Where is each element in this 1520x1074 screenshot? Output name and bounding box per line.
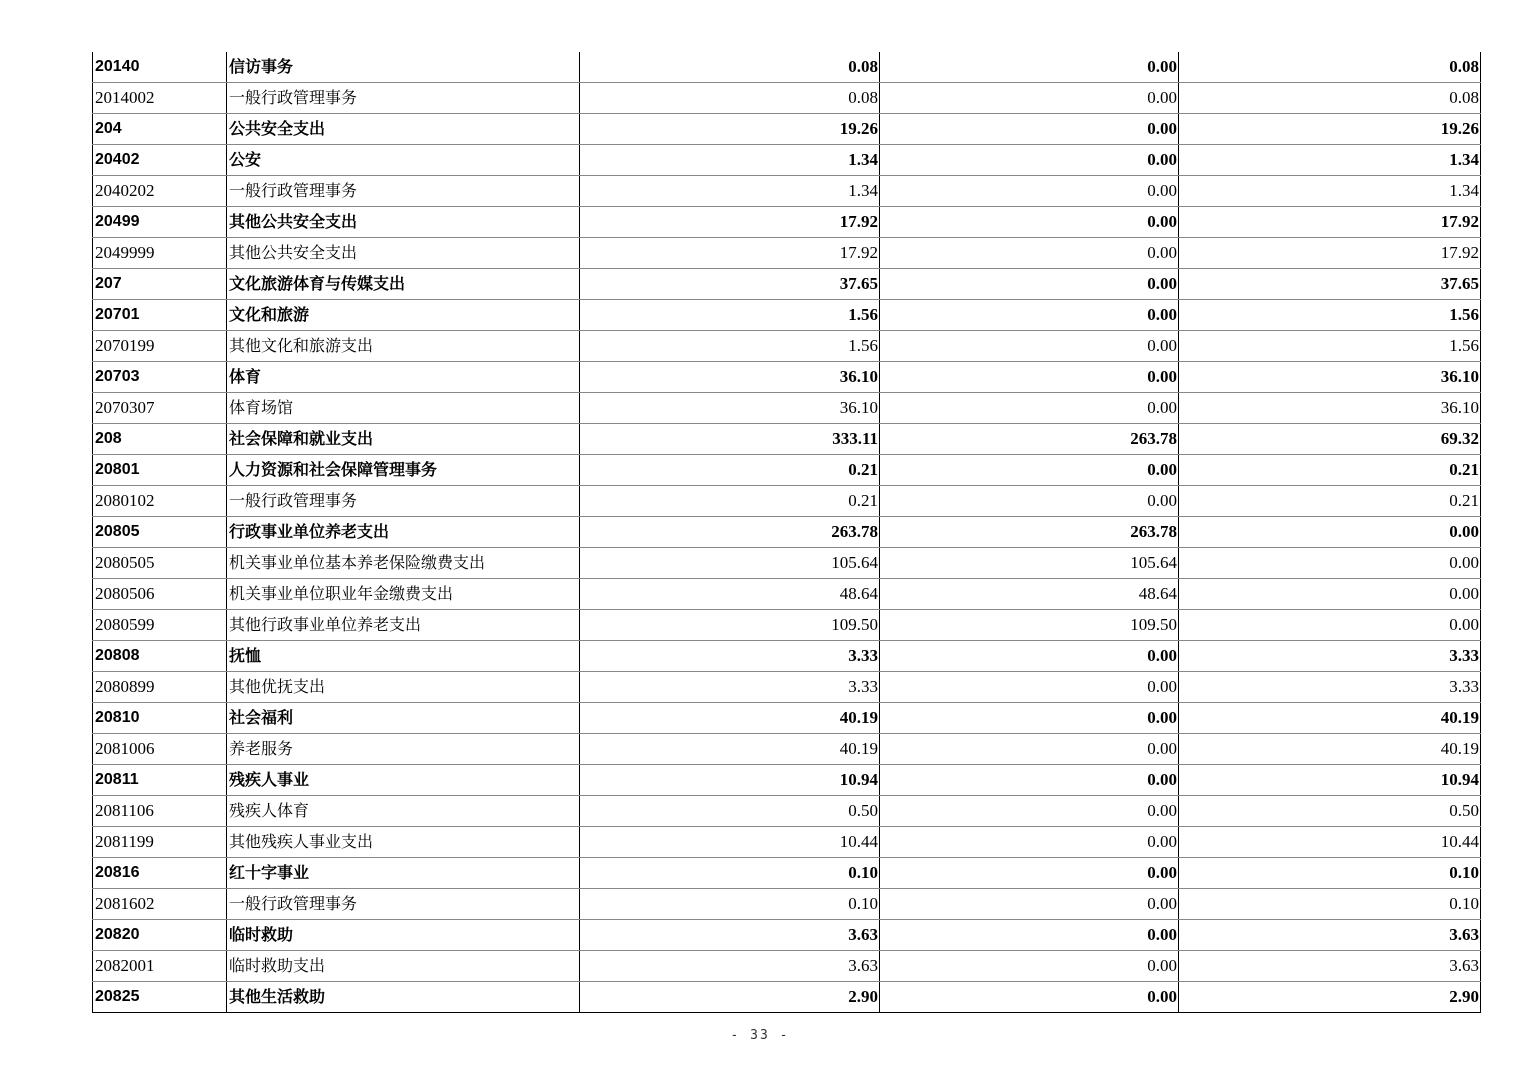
total-amount-cell: 3.33 <box>580 672 880 703</box>
account-code-cell: 20703 <box>93 362 227 393</box>
table-row <box>93 796 1481 827</box>
table-row <box>93 548 1481 579</box>
table-row <box>93 827 1481 858</box>
account-code-cell: 20820 <box>93 920 227 951</box>
table-row <box>93 858 1481 889</box>
account-name-cell: 其他生活救助 <box>227 982 580 1013</box>
account-name-cell: 行政事业单位养老支出 <box>227 517 580 548</box>
table-row <box>93 238 1481 269</box>
account-name-cell: 其他优抚支出 <box>227 672 580 703</box>
table-row <box>93 672 1481 703</box>
account-code-cell: 20810 <box>93 703 227 734</box>
total-amount-cell: 10.44 <box>580 827 880 858</box>
basic-expenditure-cell: 0.00 <box>880 889 1179 920</box>
table-row <box>93 393 1481 424</box>
account-code-cell: 2049999 <box>93 238 227 269</box>
account-code-cell: 2014002 <box>93 83 227 114</box>
table-row <box>93 765 1481 796</box>
basic-expenditure-cell: 0.00 <box>880 796 1179 827</box>
account-code-cell: 208 <box>93 424 227 455</box>
table-row <box>93 579 1481 610</box>
basic-expenditure-cell: 0.00 <box>880 858 1179 889</box>
account-name-cell: 公安 <box>227 145 580 176</box>
account-name-cell: 社会保障和就业支出 <box>227 424 580 455</box>
project-expenditure-cell: 3.33 <box>1179 672 1481 703</box>
project-expenditure-cell: 10.44 <box>1179 827 1481 858</box>
account-name-cell: 其他公共安全支出 <box>227 207 580 238</box>
project-expenditure-cell: 40.19 <box>1179 703 1481 734</box>
account-name-cell: 其他文化和旅游支出 <box>227 331 580 362</box>
basic-expenditure-cell: 0.00 <box>880 300 1179 331</box>
project-expenditure-cell: 0.10 <box>1179 858 1481 889</box>
account-name-cell: 机关事业单位职业年金缴费支出 <box>227 579 580 610</box>
total-amount-cell: 105.64 <box>580 548 880 579</box>
total-amount-cell: 0.10 <box>580 889 880 920</box>
table-row <box>93 486 1481 517</box>
total-amount-cell: 1.34 <box>580 145 880 176</box>
total-amount-cell: 0.21 <box>580 455 880 486</box>
account-code-cell: 20808 <box>93 641 227 672</box>
account-name-cell: 一般行政管理事务 <box>227 486 580 517</box>
account-code-cell: 20140 <box>93 52 227 83</box>
total-amount-cell: 36.10 <box>580 362 880 393</box>
account-code-cell: 2081106 <box>93 796 227 827</box>
page-number: - 33 - <box>730 1028 790 1043</box>
total-amount-cell: 1.56 <box>580 300 880 331</box>
table-row <box>93 114 1481 145</box>
total-amount-cell: 10.94 <box>580 765 880 796</box>
total-amount-cell: 263.78 <box>580 517 880 548</box>
project-expenditure-cell: 1.34 <box>1179 176 1481 207</box>
account-name-cell: 临时救助 <box>227 920 580 951</box>
basic-expenditure-cell: 0.00 <box>880 145 1179 176</box>
project-expenditure-cell: 19.26 <box>1179 114 1481 145</box>
account-code-cell: 20811 <box>93 765 227 796</box>
table-row <box>93 951 1481 982</box>
total-amount-cell: 2.90 <box>580 982 880 1013</box>
basic-expenditure-cell: 0.00 <box>880 207 1179 238</box>
total-amount-cell: 17.92 <box>580 207 880 238</box>
account-name-cell: 文化和旅游 <box>227 300 580 331</box>
total-amount-cell: 48.64 <box>580 579 880 610</box>
total-amount-cell: 333.11 <box>580 424 880 455</box>
project-expenditure-cell: 10.94 <box>1179 765 1481 796</box>
basic-expenditure-cell: 0.00 <box>880 331 1179 362</box>
table-row <box>93 269 1481 300</box>
project-expenditure-cell: 3.63 <box>1179 920 1481 951</box>
table-row <box>93 300 1481 331</box>
account-name-cell: 其他行政事业单位养老支出 <box>227 610 580 641</box>
account-code-cell: 20816 <box>93 858 227 889</box>
table-row <box>93 517 1481 548</box>
account-name-cell: 社会福利 <box>227 703 580 734</box>
account-name-cell: 其他公共安全支出 <box>227 238 580 269</box>
account-name-cell: 残疾人事业 <box>227 765 580 796</box>
account-name-cell: 红十字事业 <box>227 858 580 889</box>
project-expenditure-cell: 69.32 <box>1179 424 1481 455</box>
project-expenditure-cell: 3.63 <box>1179 951 1481 982</box>
basic-expenditure-cell: 0.00 <box>880 982 1179 1013</box>
basic-expenditure-cell: 0.00 <box>880 703 1179 734</box>
table-row <box>93 424 1481 455</box>
basic-expenditure-cell: 0.00 <box>880 951 1179 982</box>
account-name-cell: 文化旅游体育与传媒支出 <box>227 269 580 300</box>
total-amount-cell: 3.63 <box>580 951 880 982</box>
project-expenditure-cell: 0.00 <box>1179 579 1481 610</box>
project-expenditure-cell: 0.00 <box>1179 548 1481 579</box>
basic-expenditure-cell: 0.00 <box>880 827 1179 858</box>
account-code-cell: 2080102 <box>93 486 227 517</box>
basic-expenditure-cell: 109.50 <box>880 610 1179 641</box>
account-code-cell: 20402 <box>93 145 227 176</box>
table-row <box>93 331 1481 362</box>
table-row <box>93 734 1481 765</box>
budget-table <box>92 52 1481 1013</box>
project-expenditure-cell: 3.33 <box>1179 641 1481 672</box>
total-amount-cell: 3.63 <box>580 920 880 951</box>
account-code-cell: 20499 <box>93 207 227 238</box>
account-name-cell: 一般行政管理事务 <box>227 83 580 114</box>
account-name-cell: 体育 <box>227 362 580 393</box>
account-code-cell: 20825 <box>93 982 227 1013</box>
table-body <box>93 52 1481 1013</box>
basic-expenditure-cell: 0.00 <box>880 734 1179 765</box>
project-expenditure-cell: 1.56 <box>1179 300 1481 331</box>
table-row <box>93 362 1481 393</box>
total-amount-cell: 0.08 <box>580 83 880 114</box>
total-amount-cell: 37.65 <box>580 269 880 300</box>
basic-expenditure-cell: 0.00 <box>880 672 1179 703</box>
basic-expenditure-cell: 0.00 <box>880 52 1179 83</box>
account-code-cell: 2040202 <box>93 176 227 207</box>
total-amount-cell: 1.34 <box>580 176 880 207</box>
project-expenditure-cell: 0.00 <box>1179 517 1481 548</box>
table-row <box>93 889 1481 920</box>
project-expenditure-cell: 0.21 <box>1179 486 1481 517</box>
project-expenditure-cell: 0.21 <box>1179 455 1481 486</box>
account-code-cell: 204 <box>93 114 227 145</box>
account-code-cell: 2080505 <box>93 548 227 579</box>
project-expenditure-cell: 37.65 <box>1179 269 1481 300</box>
account-name-cell: 抚恤 <box>227 641 580 672</box>
account-name-cell: 临时救助支出 <box>227 951 580 982</box>
table-row <box>93 145 1481 176</box>
basic-expenditure-cell: 48.64 <box>880 579 1179 610</box>
account-code-cell: 2081602 <box>93 889 227 920</box>
project-expenditure-cell: 36.10 <box>1179 393 1481 424</box>
project-expenditure-cell: 2.90 <box>1179 982 1481 1013</box>
total-amount-cell: 0.21 <box>580 486 880 517</box>
project-expenditure-cell: 17.92 <box>1179 207 1481 238</box>
total-amount-cell: 0.10 <box>580 858 880 889</box>
basic-expenditure-cell: 263.78 <box>880 424 1179 455</box>
table-row <box>93 703 1481 734</box>
basic-expenditure-cell: 0.00 <box>880 362 1179 393</box>
account-name-cell: 其他残疾人事业支出 <box>227 827 580 858</box>
basic-expenditure-cell: 0.00 <box>880 920 1179 951</box>
basic-expenditure-cell: 0.00 <box>880 238 1179 269</box>
table-row <box>93 455 1481 486</box>
account-name-cell: 一般行政管理事务 <box>227 176 580 207</box>
total-amount-cell: 17.92 <box>580 238 880 269</box>
basic-expenditure-cell: 0.00 <box>880 269 1179 300</box>
project-expenditure-cell: 17.92 <box>1179 238 1481 269</box>
basic-expenditure-cell: 0.00 <box>880 176 1179 207</box>
total-amount-cell: 19.26 <box>580 114 880 145</box>
table-row <box>93 207 1481 238</box>
basic-expenditure-cell: 105.64 <box>880 548 1179 579</box>
account-name-cell: 一般行政管理事务 <box>227 889 580 920</box>
total-amount-cell: 1.56 <box>580 331 880 362</box>
project-expenditure-cell: 36.10 <box>1179 362 1481 393</box>
project-expenditure-cell: 0.50 <box>1179 796 1481 827</box>
account-name-cell: 养老服务 <box>227 734 580 765</box>
account-code-cell: 2081006 <box>93 734 227 765</box>
account-code-cell: 2070199 <box>93 331 227 362</box>
account-name-cell: 残疾人体育 <box>227 796 580 827</box>
account-code-cell: 2082001 <box>93 951 227 982</box>
account-name-cell: 人力资源和社会保障管理事务 <box>227 455 580 486</box>
account-name-cell: 公共安全支出 <box>227 114 580 145</box>
account-code-cell: 2081199 <box>93 827 227 858</box>
table-row <box>93 176 1481 207</box>
project-expenditure-cell: 1.56 <box>1179 331 1481 362</box>
basic-expenditure-cell: 0.00 <box>880 765 1179 796</box>
total-amount-cell: 40.19 <box>580 703 880 734</box>
basic-expenditure-cell: 0.00 <box>880 114 1179 145</box>
total-amount-cell: 0.50 <box>580 796 880 827</box>
project-expenditure-cell: 0.08 <box>1179 52 1481 83</box>
basic-expenditure-cell: 0.00 <box>880 83 1179 114</box>
account-code-cell: 2080899 <box>93 672 227 703</box>
account-name-cell: 机关事业单位基本养老保险缴费支出 <box>227 548 580 579</box>
project-expenditure-cell: 1.34 <box>1179 145 1481 176</box>
table-row <box>93 641 1481 672</box>
account-code-cell: 20801 <box>93 455 227 486</box>
total-amount-cell: 109.50 <box>580 610 880 641</box>
basic-expenditure-cell: 0.00 <box>880 455 1179 486</box>
total-amount-cell: 0.08 <box>580 52 880 83</box>
basic-expenditure-cell: 0.00 <box>880 641 1179 672</box>
basic-expenditure-cell: 0.00 <box>880 393 1179 424</box>
total-amount-cell: 3.33 <box>580 641 880 672</box>
account-code-cell: 207 <box>93 269 227 300</box>
project-expenditure-cell: 0.08 <box>1179 83 1481 114</box>
account-code-cell: 20701 <box>93 300 227 331</box>
basic-expenditure-cell: 263.78 <box>880 517 1179 548</box>
account-code-cell: 2070307 <box>93 393 227 424</box>
table-row <box>93 982 1481 1013</box>
project-expenditure-cell: 40.19 <box>1179 734 1481 765</box>
account-code-cell: 2080599 <box>93 610 227 641</box>
table-row <box>93 920 1481 951</box>
project-expenditure-cell: 0.00 <box>1179 610 1481 641</box>
total-amount-cell: 40.19 <box>580 734 880 765</box>
table-row <box>93 610 1481 641</box>
account-code-cell: 20805 <box>93 517 227 548</box>
account-code-cell: 2080506 <box>93 579 227 610</box>
project-expenditure-cell: 0.10 <box>1179 889 1481 920</box>
total-amount-cell: 36.10 <box>580 393 880 424</box>
basic-expenditure-cell: 0.00 <box>880 486 1179 517</box>
table-row <box>93 52 1481 83</box>
account-name-cell: 信访事务 <box>227 52 580 83</box>
table-row <box>93 83 1481 114</box>
account-name-cell: 体育场馆 <box>227 393 580 424</box>
